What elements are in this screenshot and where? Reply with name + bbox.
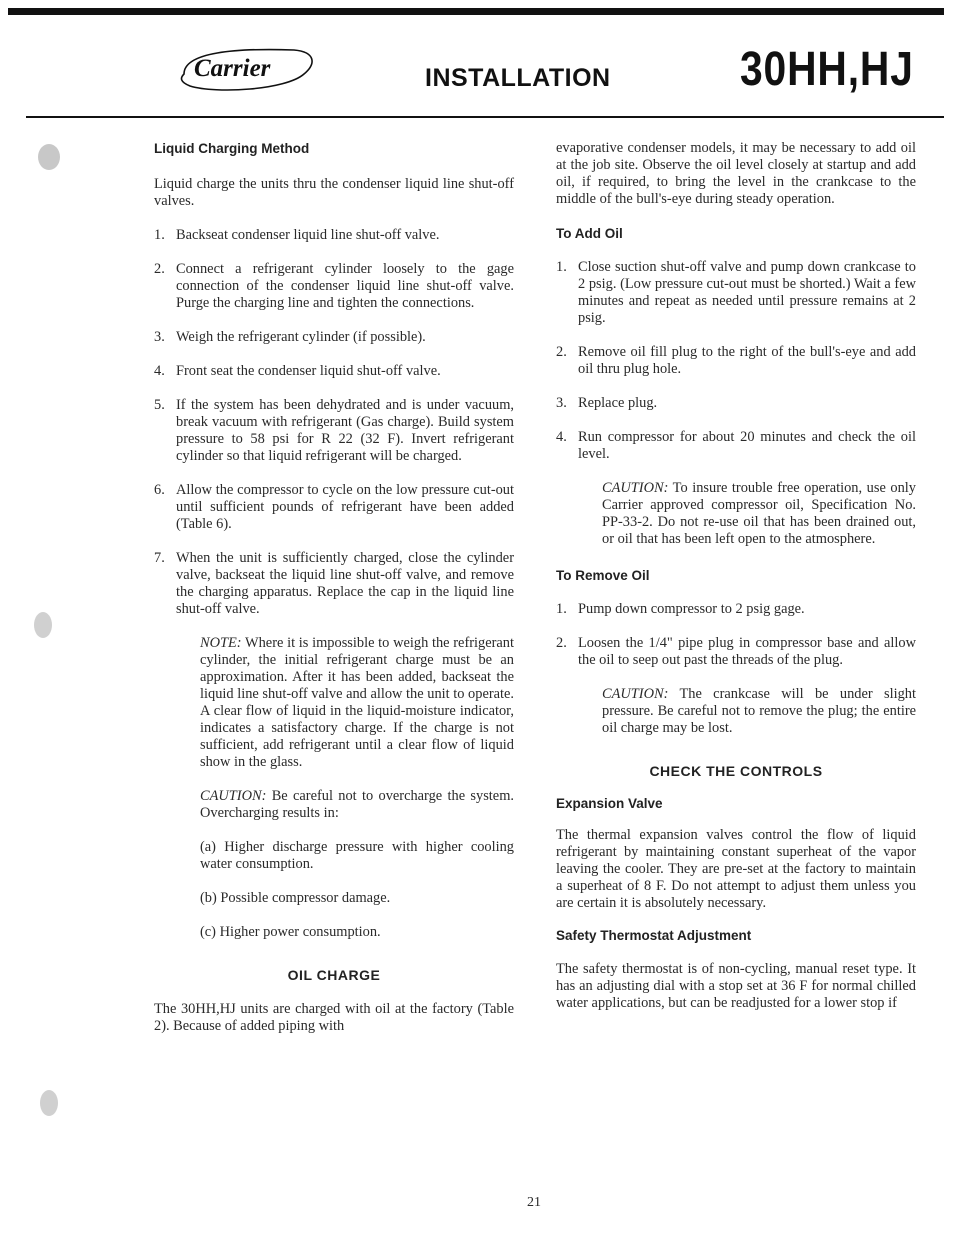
list-item: 4. Front seat the condenser liquid shut-off valve. xyxy=(154,363,441,379)
caution-text: To insure trouble free operation, use only Carrier approved compressor oil, Specification No. PP-33-2. Do not re-use oil that has been drained out, or oil that has been left open to the atmosphere. xyxy=(602,480,916,547)
heading-check-controls: CHECK THE CONTROLS xyxy=(649,763,823,779)
oil-continued-text: evaporative condenser models, it may be necessary to add oil at the job site. Observe the oil level closely at startup and add oil, if required, to bring the level in the crankcase to the middle of the bull's-eye during steady operation. xyxy=(556,140,916,207)
caution-paragraph xyxy=(200,788,514,822)
scan-speck xyxy=(40,1090,58,1116)
add-oil-caution xyxy=(602,480,916,548)
scan-speck xyxy=(38,144,60,170)
note-text: Where it is impossible to weigh the refrigerant cylinder, the initial refrigerant charge must be an approximation. After it has been added, backseat the liquid line shut-off valve and allow the unit to operate. A clear flow of liquid in the liquid-moisture indicator, indicates a satisfactory charge. If the charge is not sufficient, add refrigerant until a clear flow of liquid show in the glass. xyxy=(200,635,514,770)
safety-thermostat-text: The safety thermostat is of non-cycling, manual reset type. It has an adjusting dial with a stop set at 36 F for normal chilled water applications, but can be readjusted for a lower stop if xyxy=(556,961,916,1011)
section-title: INSTALLATION xyxy=(425,64,611,92)
caution-text: The crankcase will be under slight pressure. Be careful not to remove the plug; the entire oil charge may be lost. xyxy=(602,686,916,736)
list-item: 1. Pump down compressor to 2 psig gage. xyxy=(556,601,805,617)
heading-to-add-oil: To Add Oil xyxy=(556,226,623,241)
carrier-logo xyxy=(176,44,314,94)
list-item: 2. Connect a refrigerant cylinder loosely to the gage connection of the condenser liquid line shut-off valve. Purge the charging line and tighten the connections. xyxy=(154,261,514,311)
model-title: 30HH,HJ xyxy=(740,43,914,96)
right-column xyxy=(556,140,916,1012)
heading-expansion-valve: Expansion Valve xyxy=(556,796,663,811)
note-label: NOTE: xyxy=(200,635,242,651)
oil-charge-text: The 30HH,HJ units are charged with oil at the factory (Table 2). Because of added piping with xyxy=(154,1001,514,1034)
list-item: 3. Weigh the refrigerant cylinder (if possible). xyxy=(154,329,426,345)
caution-label: CAUTION: xyxy=(602,686,669,702)
list-item: 1. Close suction shut-off valve and pump down crankcase to 2 psig. (Low pressure cut-out must be shorted.) Wait a few minutes and repeat as needed until pressure remains at 2 psig. xyxy=(556,259,916,326)
heading-to-remove-oil: To Remove Oil xyxy=(556,568,650,583)
logo-text: Carrier xyxy=(194,55,271,82)
list-item: 7. When the unit is sufficiently charged, close the cylinder valve, backseat the liquid line shut-off valve, and remove the charging apparatus. Replace the cap in the liquid line shut-off valve. xyxy=(154,550,514,617)
liquid-intro: Liquid charge the units thru the condenser liquid line shut-off valves. xyxy=(154,176,514,209)
list-item: 2. Remove oil fill plug to the right of the bull's-eye and add oil thru plug hole. xyxy=(556,344,916,377)
list-item: 2. Loosen the 1/4" pipe plug in compressor base and allow the oil to seep out past the threads of the plug. xyxy=(556,635,916,668)
list-item: 3. Replace plug. xyxy=(556,395,658,411)
result-item: (a) Higher discharge pressure with higher cooling water consumption. xyxy=(200,839,514,872)
scan-speck xyxy=(34,612,52,638)
top-rule xyxy=(8,8,944,15)
list-item: 6. Allow the compressor to cycle on the low pressure cut-out until sufficient pounds of refrigerant have been added (Table 6). xyxy=(154,482,514,532)
list-item: 4. Run compressor for about 20 minutes and check the oil level. xyxy=(556,429,916,462)
page-number: 21 xyxy=(527,1195,541,1210)
caution-label: CAUTION: xyxy=(200,788,267,804)
header-rule xyxy=(26,116,944,118)
list-item: 5. If the system has been dehydrated and is under vacuum, break vacuum with refrigerant (Gas charge). Build system pressure to 58 psi for R 22 (32 F). Invert refrigerant cylinder so that liquid refrigerant will be charged. xyxy=(154,397,514,464)
result-item: (b) Possible compressor damage. xyxy=(200,890,391,906)
expansion-valve-text: The thermal expansion valves control the flow of liquid refrigerant by maintaining constant superheat of the vapor leaving the cooler. They are pre-set at the factory to maintain a superheat of 8 F. Do not attempt to adjust them unless you are certain it is absolutely necessary. xyxy=(556,827,916,911)
result-item: (c) Higher power consumption. xyxy=(200,924,381,940)
heading-safety-thermostat: Safety Thermostat Adjustment xyxy=(556,928,752,943)
remove-oil-caution xyxy=(602,686,916,737)
caution-label: CAUTION: xyxy=(602,480,669,496)
list-item: 1. Backseat condenser liquid line shut-off valve. xyxy=(154,227,440,243)
caution-text: Be careful not to overcharge the system. Overcharging results in: xyxy=(200,788,514,821)
heading-oil-charge: OIL CHARGE xyxy=(287,967,381,983)
heading-liquid-charging: Liquid Charging Method xyxy=(154,141,310,156)
left-column xyxy=(154,140,514,1035)
note-paragraph xyxy=(200,635,514,771)
